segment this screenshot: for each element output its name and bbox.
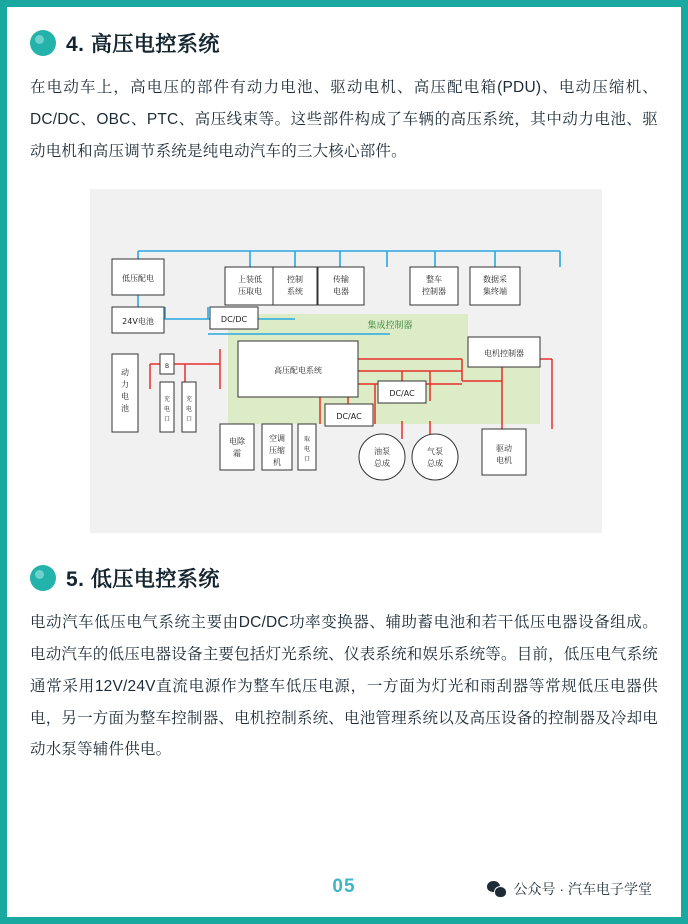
svg-text:总成: 总成 [374, 459, 390, 469]
page-border-bottom [0, 917, 688, 924]
svg-text:充: 充 [163, 396, 171, 404]
svg-text:DC/AC: DC/AC [336, 412, 362, 422]
page-border-left [0, 0, 7, 924]
svg-text:电: 电 [303, 446, 311, 454]
page-border-top [0, 0, 688, 7]
section-heading-5 [30, 563, 658, 593]
svg-text:控制器: 控制器 [422, 287, 446, 297]
svg-text:动: 动 [121, 368, 129, 378]
svg-text:电器: 电器 [333, 287, 349, 297]
bullet-dot-icon [30, 565, 56, 591]
section-paragraph: 在电动车上，高电压的部件有动力电池、驱动电机、高压配电箱(PDU)、电动压缩机、DC/DC、OBC、PTC、高压线束等。这些部件构成了车辆的高压系统，其中动力电池、驱动电机和高压调节系统是纯电动汽车的三大核心部件。 [30, 79, 658, 160]
svg-text:口: 口 [163, 416, 171, 424]
bullet-dot-icon [30, 30, 56, 56]
svg-text:气泵: 气泵 [427, 447, 443, 457]
svg-text:油泵: 油泵 [374, 447, 390, 457]
svg-text:B: B [164, 363, 170, 371]
svg-text:上装低: 上装低 [238, 275, 262, 285]
page-content [30, 28, 658, 772]
svg-text:口: 口 [185, 416, 193, 424]
svg-text:力: 力 [121, 380, 129, 390]
svg-text:电: 电 [163, 406, 171, 414]
svg-text:集成控制器: 集成控制器 [367, 321, 413, 332]
svg-text:系统: 系统 [287, 287, 303, 297]
section-paragraph: 电动汽车低压电气系统主要由DC/DC功率变换器、辅助蓄电池和若干低压电器设备组成。电动汽车的低压电器设备主要包括灯光系统、仪表系统和娱乐系统等。目前，低压电气系统通常采用12V/24V直流电源作为整车低压电源，一方面为灯光和雨刮器等常规低压电器供电，另一方面为整车控制器、电机控制系统、电池管理系统以及高压设备的控制器及冷却电动水泵等辅件供电。 [30, 614, 659, 759]
page-footer [0, 870, 688, 910]
svg-text:总成: 总成 [427, 459, 443, 469]
footer-brand-text: 公众号 · 汽车电子学堂 [513, 881, 652, 897]
svg-text:压取电: 压取电 [238, 287, 262, 297]
svg-text:电除: 电除 [229, 437, 245, 447]
page-border-right [681, 0, 688, 924]
svg-text:低压配电: 低压配电 [122, 274, 154, 284]
section-heading-4 [30, 28, 658, 58]
section-title: 4. 高压电控系统 [66, 33, 220, 56]
svg-text:数据采: 数据采 [483, 275, 507, 285]
svg-text:控制: 控制 [287, 275, 303, 285]
svg-text:霜: 霜 [233, 449, 241, 459]
svg-text:取: 取 [303, 436, 311, 444]
svg-text:充: 充 [185, 396, 193, 404]
footer-brand [487, 879, 652, 899]
svg-text:电: 电 [185, 406, 193, 414]
svg-text:电机: 电机 [496, 456, 512, 466]
svg-text:集终端: 集终端 [483, 287, 507, 297]
svg-text:整车: 整车 [426, 275, 442, 285]
svg-text:空调: 空调 [269, 434, 285, 444]
svg-text:24V电池: 24V电池 [122, 317, 154, 327]
svg-text:电机控制器: 电机控制器 [484, 349, 524, 359]
page-number: 05 [332, 876, 356, 897]
svg-text:高压配电系统: 高压配电系统 [274, 366, 322, 376]
svg-text:驱动: 驱动 [496, 444, 512, 454]
svg-text:口: 口 [303, 456, 311, 464]
wechat-icon [487, 881, 506, 897]
svg-text:电: 电 [121, 392, 129, 402]
svg-text:DC/AC: DC/AC [389, 389, 415, 399]
svg-text:机: 机 [273, 458, 281, 468]
svg-text:压缩: 压缩 [269, 446, 285, 456]
svg-text:池: 池 [121, 404, 129, 414]
svg-text:传输: 传输 [333, 275, 349, 285]
section-title: 5. 低压电控系统 [66, 568, 220, 592]
svg-text:DC/DC: DC/DC [220, 315, 248, 325]
figure-high-voltage-architecture [90, 189, 602, 533]
